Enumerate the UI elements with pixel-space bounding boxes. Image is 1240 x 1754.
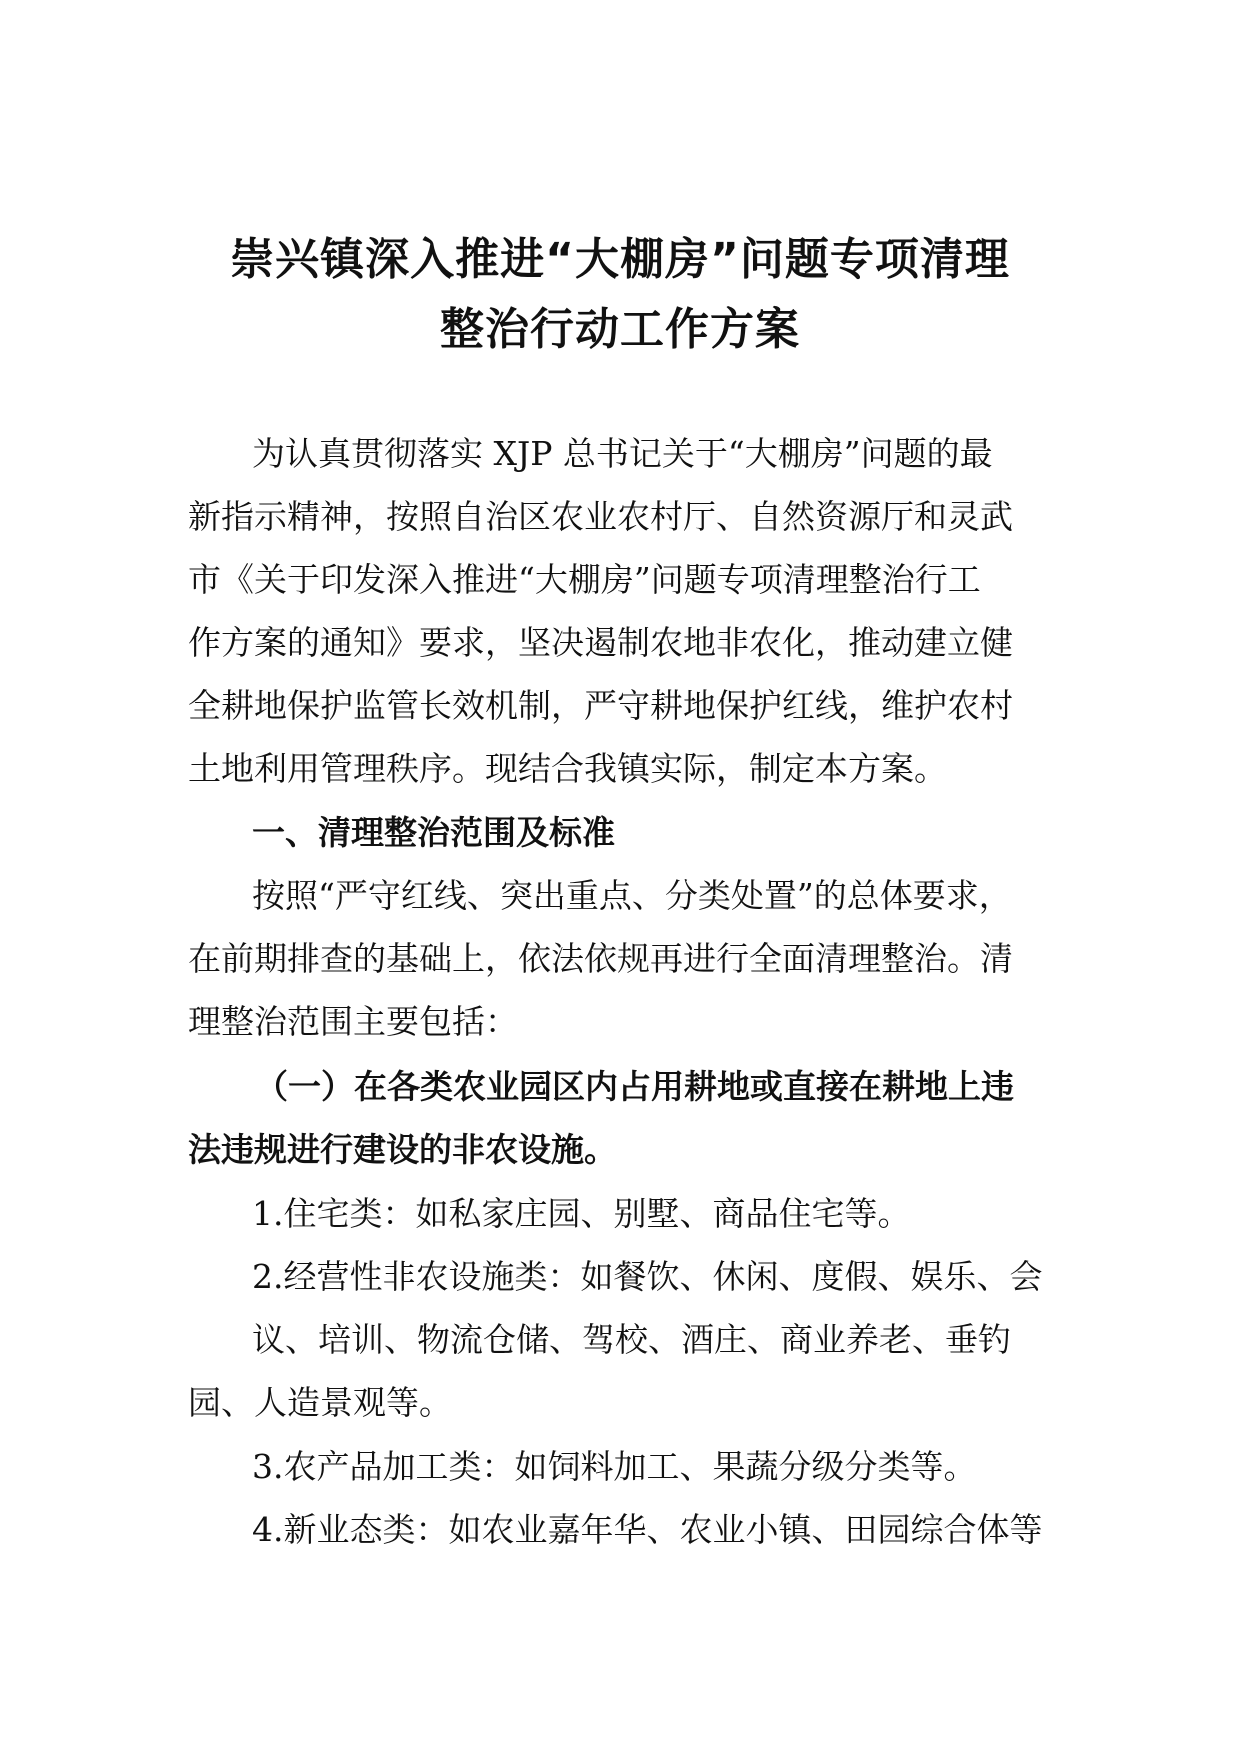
document-title-line-2: 整治行动工作方案 bbox=[440, 304, 800, 355]
list-item-3: 3.农产品加工类：如饲料加工、果蔬分级分类等。 bbox=[252, 1447, 977, 1486]
intro-line-5: 全耕地保护监管长效机制，严守耕地保护红线，维护农村 bbox=[188, 686, 1013, 725]
intro-line-2: 新指示精神，按照自治区农业农村厅、自然资源厅和灵武 bbox=[188, 497, 1013, 536]
subsection-heading-line-2: 法违规进行建设的非农设施。 bbox=[188, 1130, 617, 1169]
section1-line-1: 按照“严守红线、突出重点、分类处置”的总体要求， bbox=[252, 876, 1012, 915]
intro-line-3: 市《关于印发深入推进“大棚房”问题专项清理整治行工 bbox=[188, 560, 981, 599]
list-item-2-line-3: 园、人造景观等。 bbox=[188, 1383, 452, 1422]
intro-line-6: 土地利用管理秩序。现结合我镇实际，制定本方案。 bbox=[188, 749, 947, 788]
subsection-heading-line-1: （一）在各类农业园区内占用耕地或直接在耕地上违 bbox=[255, 1067, 1014, 1106]
intro-line-1: 为认真贯彻落实 XJP 总书记关于“大棚房”问题的最 bbox=[252, 434, 993, 473]
section1-line-2: 在前期排查的基础上，依法依规再进行全面清理整治。清 bbox=[188, 939, 1013, 978]
list-item-2-line-2: 议、培训、物流仓储、驾校、酒庄、商业养老、垂钓 bbox=[252, 1320, 1011, 1359]
list-item-4: 4.新业态类：如农业嘉年华、农业小镇、田园综合体等 bbox=[252, 1510, 1043, 1549]
list-item-1: 1.住宅类：如私家庄园、别墅、商品住宅等。 bbox=[252, 1194, 911, 1233]
list-item-2-line-1: 2.经营性非农设施类：如餐饮、休闲、度假、娱乐、会 bbox=[252, 1257, 1043, 1296]
section-heading-1: 一、清理整治范围及标准 bbox=[252, 813, 615, 852]
section1-line-3: 理整治范围主要包括： bbox=[188, 1002, 518, 1041]
document-title-line-1: 崇兴镇深入推进“大棚房”问题专项清理 bbox=[230, 234, 1010, 285]
intro-line-4: 作方案的通知》要求，坚决遏制农地非农化，推动建立健 bbox=[188, 623, 1013, 662]
